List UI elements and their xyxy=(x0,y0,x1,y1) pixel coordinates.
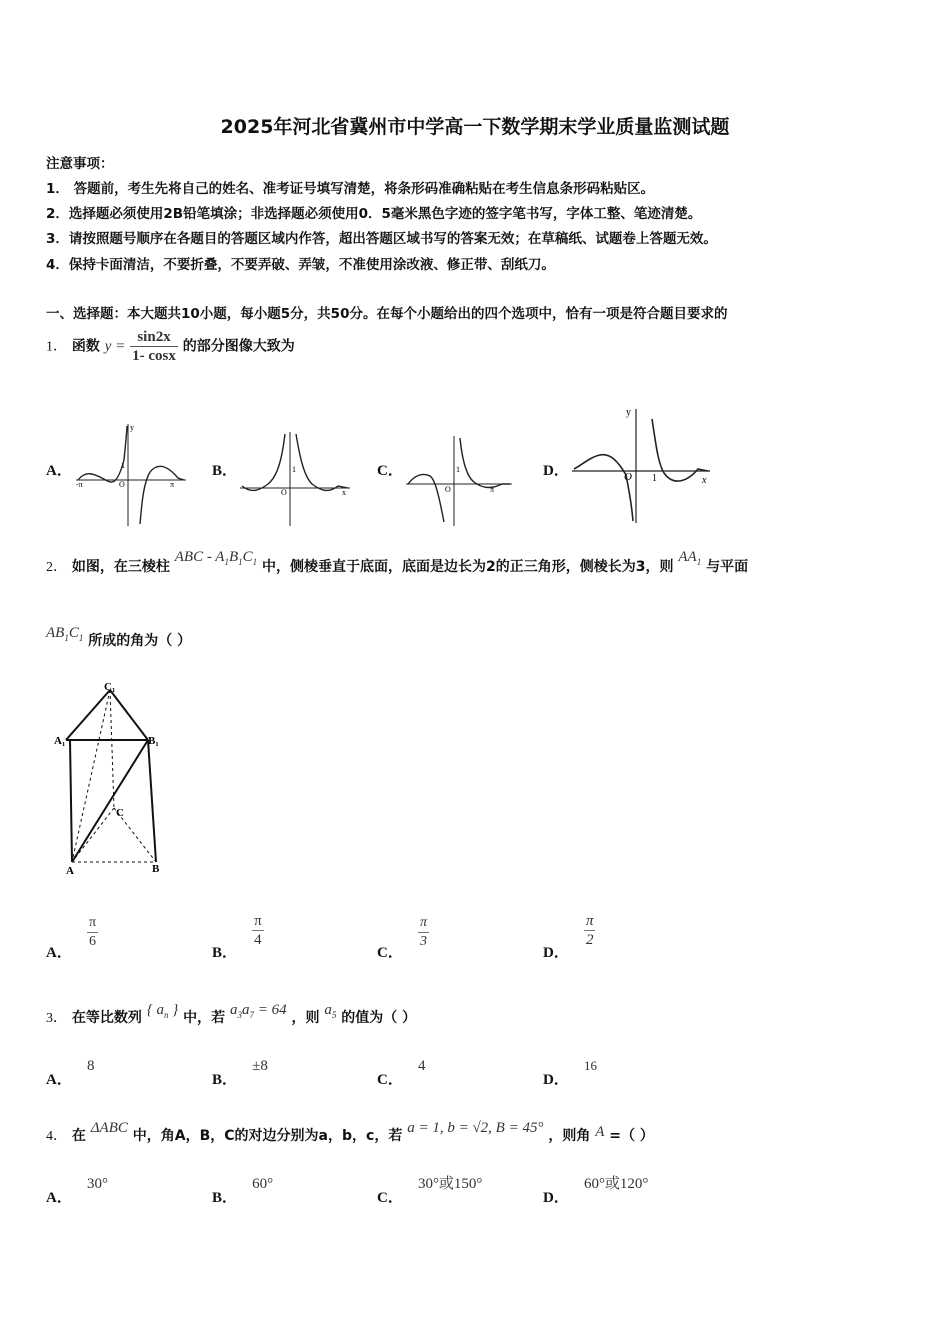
q1-option-d-label: D． xyxy=(543,463,569,479)
section-heading: 一、选择题：本大题共10小题，每小题5分，共50分。在每个小题给出的四个选项中，恰有一项是符合题目要求的 xyxy=(46,306,728,322)
graph-d-origin: O xyxy=(624,471,632,483)
q4-math-triangle: ΔABC xyxy=(90,1120,128,1136)
q1-graph-d xyxy=(570,405,720,525)
question-4 xyxy=(46,1120,654,1145)
q4-option-a: A． 30° xyxy=(46,1176,108,1206)
graph-d-x: x xyxy=(702,475,707,486)
q3-math-product: $a_3a_7 = 64$ xyxy=(230,1002,287,1020)
q2-text-3: 与平面 xyxy=(706,559,749,575)
graph-a-one: 1 xyxy=(121,461,125,470)
q4-text-1: 在 xyxy=(71,1128,86,1144)
q3-option-b: B． ±8 xyxy=(212,1058,268,1088)
q1-y: y = xyxy=(104,338,126,355)
q1-prefix: 函数 xyxy=(71,338,100,355)
q2-text-4: 所成的角为（ ） xyxy=(88,633,192,649)
q4-math-conditions: a = 1, b = √2, B = 45° xyxy=(407,1120,544,1136)
q1-graph-b xyxy=(238,428,353,528)
q3-option-d: D． 16 xyxy=(543,1058,597,1088)
graph-c-one: 1 xyxy=(456,465,460,474)
notice-item-2: 2．选择题必须使用2B铅笔填涂；非选择题必须使用0．5毫米黑色字迹的签字笔书写，字体工整、笔迹清楚。 xyxy=(46,206,702,222)
prism-label-c: C xyxy=(116,807,124,819)
q3-text-4: 的值为（ ） xyxy=(341,1010,417,1026)
q4-number: 4． xyxy=(46,1129,67,1144)
q1-option-a-label: A． xyxy=(46,463,72,479)
q2-prism-figure xyxy=(52,676,192,880)
q4-option-c: C． 30°或150° xyxy=(377,1176,483,1206)
graph-a-y: y xyxy=(130,423,134,432)
graph-a-origin: O xyxy=(119,480,125,489)
graph-b-x: x xyxy=(342,488,346,497)
q2-math-plane: $AB_1C_1$ xyxy=(46,625,84,643)
prism-label-a1: A₁ xyxy=(54,735,66,747)
question-3 xyxy=(46,1002,417,1028)
q4-option-d: D． 60°或120° xyxy=(543,1176,649,1206)
q1-graph-a xyxy=(72,420,190,528)
graph-d-one: 1 xyxy=(652,473,657,484)
notice-heading: 注意事项： xyxy=(46,156,114,172)
prism-label-b1: B₁ xyxy=(148,735,159,747)
q1-frac-den: 1- cosx xyxy=(132,348,176,364)
prism-label-c1: C₁ xyxy=(104,681,116,693)
q2-option-a: A． $\frac{\pi}{6}$ xyxy=(46,915,97,961)
q1-option-b-label: B． xyxy=(212,463,238,479)
q3-text-2: 中，若 xyxy=(183,1010,226,1026)
question-2-line-1 xyxy=(46,549,749,577)
notice-item-3: 3．请按照题号顺序在各题目的答题区域内作答，超出答题区域书写的答案无效；在草稿纸、试题卷上答题无效。 xyxy=(46,231,717,247)
q2-option-b: B． $\frac{\pi}{4}$ xyxy=(212,913,262,961)
notice-item-1: 1． 答题前，考生先将自己的姓名、准考证号填写清楚，将条形码准确粘贴在考生信息条形码粘贴区。 xyxy=(46,181,655,197)
q4-text-4: =（ ） xyxy=(609,1128,654,1144)
q2-number: 2． xyxy=(46,560,67,575)
q3-number: 3． xyxy=(46,1011,67,1026)
q1-fraction xyxy=(130,328,178,365)
graph-b-one: 1 xyxy=(292,465,296,474)
q2-option-d: D． $\frac{\pi}{2}$ xyxy=(543,913,594,961)
graph-c-origin: O xyxy=(445,485,451,494)
q3-math-seq: { $a_n$ } xyxy=(146,1002,179,1020)
q2-math-aa1: $AA_1$ xyxy=(678,549,702,567)
q2-option-c: C． $\frac{\pi}{3}$ xyxy=(377,915,427,961)
q1-frac-num: sin2x xyxy=(130,328,178,347)
graph-d-y: y xyxy=(626,407,631,418)
q4-option-b: B． 60° xyxy=(212,1176,274,1206)
q2-text-2: 中，侧棱垂直于底面，底面是边长为2的正三角形，侧棱长为3，则 xyxy=(262,559,674,575)
q3-text-3: ，则 xyxy=(291,1010,320,1026)
graph-c-pi: π xyxy=(490,485,495,494)
question-2-line-2 xyxy=(46,625,192,651)
graph-b-origin: O xyxy=(281,488,287,497)
q3-text-1: 在等比数列 xyxy=(71,1010,142,1026)
notice-item-4: 4．保持卡面清洁，不要折叠，不要弄破、弄皱，不准使用涂改液、修正带、刮纸刀。 xyxy=(46,257,555,273)
q3-math-a5: $a_5$ xyxy=(324,1002,337,1020)
graph-a-negpi: -π xyxy=(76,480,83,489)
q1-graph-c xyxy=(404,432,516,528)
q3-option-a: A． 8 xyxy=(46,1058,95,1088)
q1-number: 1． xyxy=(46,339,67,355)
question-1 xyxy=(46,328,295,365)
q4-text-3: ，则角 xyxy=(548,1128,591,1144)
graph-a-pi: π xyxy=(170,480,175,489)
q3-option-c: C． 4 xyxy=(377,1058,426,1088)
prism-label-b: B xyxy=(152,863,160,875)
q1-suffix: 的部分图像大致为 xyxy=(182,338,295,355)
q2-math-prism: ABC - $A_1B_1C_1$ xyxy=(174,549,258,567)
q2-text-1: 如图，在三棱柱 xyxy=(71,559,170,575)
page-title: 2025年河北省冀州市中学高一下数学期末学业质量监测试题 xyxy=(220,116,730,138)
q1-option-c-label: C． xyxy=(377,463,403,479)
q4-math-a: A xyxy=(595,1124,605,1140)
q4-text-2: 中，角A，B，C的对边分别为a，b，c，若 xyxy=(132,1128,403,1144)
prism-label-a: A xyxy=(66,865,74,877)
